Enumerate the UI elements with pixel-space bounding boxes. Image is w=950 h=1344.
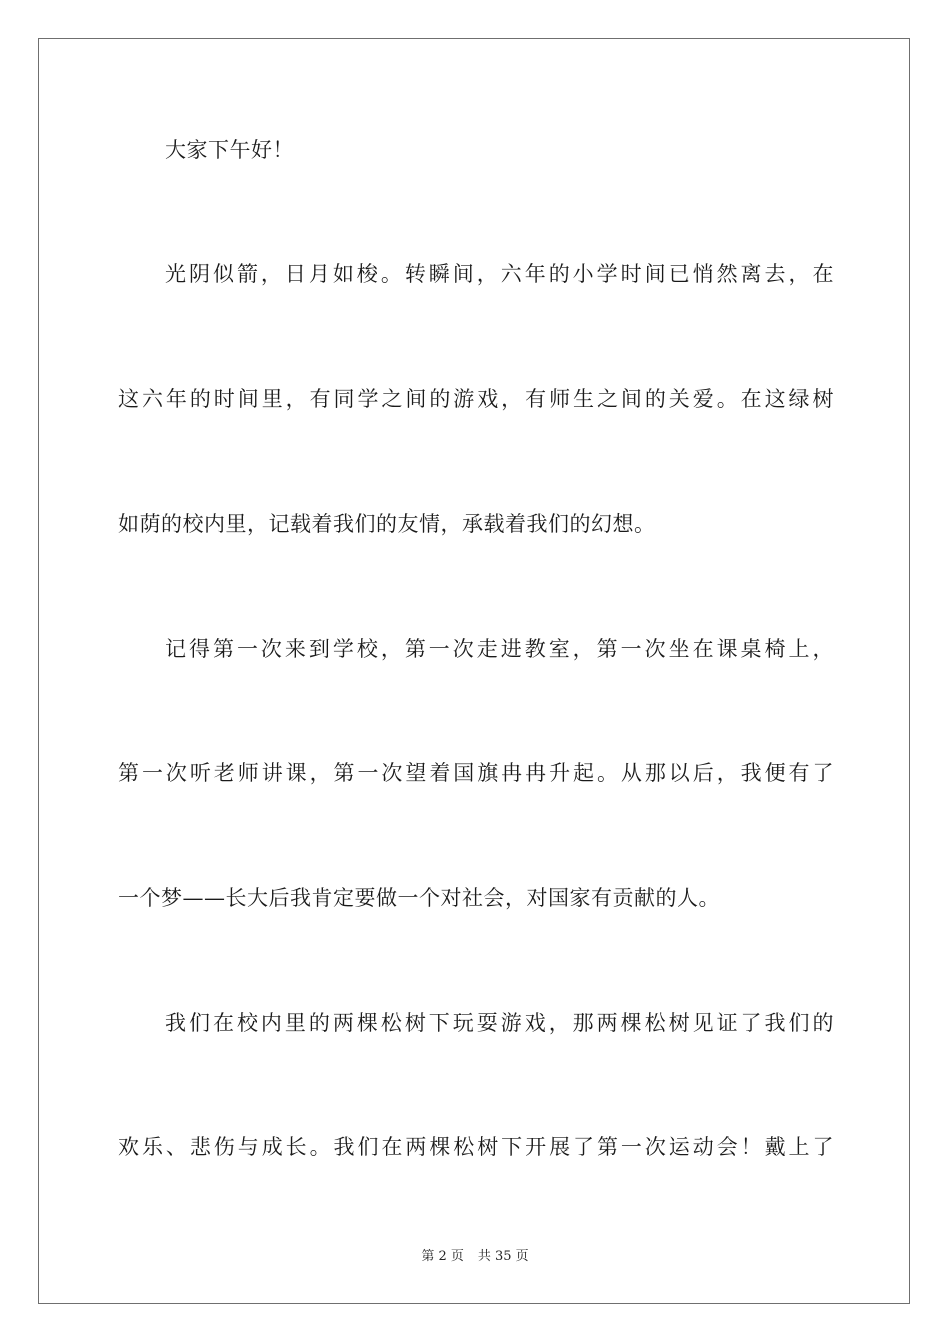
paragraph-2-line-3: 一个梦——长大后我肯定要做一个对社会，对国家有贡献的人。 bbox=[118, 886, 720, 910]
greeting-line: 大家下午好！ bbox=[165, 138, 294, 162]
paragraph-2-line-2: 第一次听老师讲课，第一次望着国旗冉冉升起。从那以后，我便有了 bbox=[118, 761, 834, 785]
paragraph-1-line-2: 这六年的时间里，有同学之间的游戏，有师生之间的关爱。在这绿树 bbox=[118, 387, 834, 411]
paragraph-1-line-1: 光阴似箭，日月如梭。转瞬间，六年的小学时间已悄然离去，在 bbox=[165, 262, 834, 286]
page-footer bbox=[0, 1249, 950, 1265]
page-number: 第 2 页 bbox=[421, 1249, 464, 1264]
paragraph-2-line-1: 记得第一次来到学校，第一次走进教室，第一次坐在课桌椅上， bbox=[165, 637, 834, 661]
paragraph-1-line-3: 如荫的校内里，记载着我们的友情，承载着我们的幻想。 bbox=[118, 512, 656, 536]
page-total: 共 35 页 bbox=[477, 1249, 529, 1264]
paragraph-3-line-2: 欢乐、悲伤与成长。我们在两棵松树下开展了第一次运动会！戴上了 bbox=[118, 1135, 834, 1159]
page-border bbox=[38, 38, 910, 1304]
paragraph-3-line-1: 我们在校内里的两棵松树下玩耍游戏，那两棵松树见证了我们的 bbox=[165, 1011, 834, 1035]
